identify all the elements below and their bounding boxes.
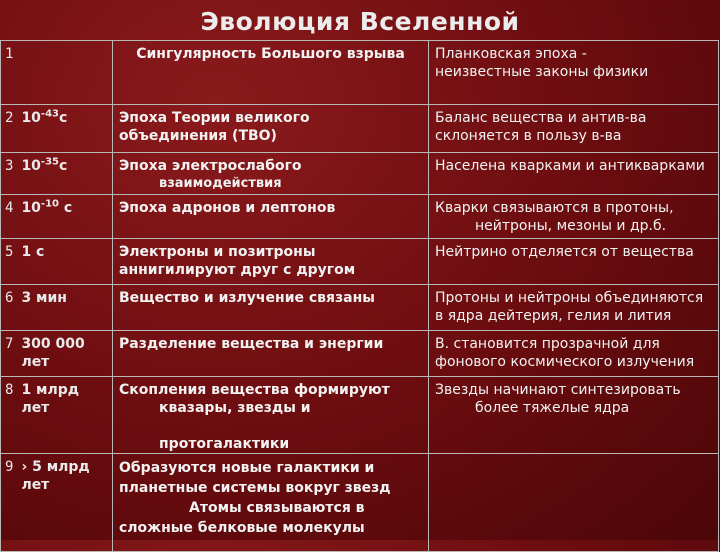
- row-number: 6: [5, 290, 14, 306]
- table-row: [1, 377, 719, 454]
- table-row: [1, 239, 719, 285]
- row-number: 4: [5, 200, 14, 216]
- description-line: Звезды начинают синтезировать: [435, 382, 681, 398]
- row-number: 2: [5, 110, 14, 126]
- table-row: [1, 195, 719, 239]
- epoch-line: Эпоха Теории великого: [119, 110, 310, 126]
- epoch-cell: [113, 331, 429, 377]
- time-value: 1 млрд лет: [21, 382, 80, 416]
- description-cell: [429, 331, 719, 377]
- row-number: 7: [5, 336, 14, 352]
- page-title: Эволюция Вселенной: [200, 7, 520, 36]
- row-number-cell: [1, 454, 113, 552]
- description-cell: [429, 41, 719, 105]
- epoch-line: взаимодействия: [159, 176, 282, 191]
- description-line: В. становится прозрачной для: [435, 336, 660, 352]
- epoch-cell: [113, 41, 429, 105]
- time-value: $10^{-10}$ с: [21, 198, 73, 216]
- evolution-table: [0, 40, 719, 552]
- description-line: Населена кварками и антикварками: [435, 158, 705, 174]
- description-cell: [429, 153, 719, 195]
- row-number: 9: [5, 459, 14, 475]
- description-line: Баланс вещества и антив-ва: [435, 110, 647, 126]
- description-cell: [429, 239, 719, 285]
- time-value: $10^{-43}с$: [21, 108, 68, 126]
- time-value: 300 000 лет: [21, 336, 85, 370]
- epoch-line: планетные системы вокруг звезд: [119, 480, 391, 496]
- description-line: Планковская эпоха -: [435, 46, 587, 62]
- epoch-line: аннигилируют друг с другом: [119, 262, 356, 278]
- row-number: 5: [5, 244, 14, 260]
- table-row: [1, 153, 719, 195]
- time-value: 3 мин: [21, 290, 67, 306]
- table-row: [1, 105, 719, 153]
- row-number-cell: [1, 377, 113, 454]
- epoch-line: Скопления вещества формируют: [119, 382, 390, 398]
- row-number-cell: [1, 41, 113, 105]
- time-value: $10^{-35}с$: [21, 156, 68, 174]
- description-cell: [429, 285, 719, 331]
- epoch-line: квазары, звезды и: [159, 400, 311, 416]
- description-cell: [429, 195, 719, 239]
- description-cell: [429, 105, 719, 153]
- row-number-cell: [1, 153, 113, 195]
- description-line: нейтроны, мезоны и др.б.: [475, 218, 667, 234]
- epoch-line: Образуются новые галактики и: [119, 460, 375, 476]
- epoch-cell: [113, 195, 429, 239]
- row-number: 3: [5, 158, 14, 174]
- epoch-cell: [113, 377, 429, 454]
- table-row: [1, 454, 719, 552]
- epoch-cell: [113, 454, 429, 552]
- row-number-cell: [1, 195, 113, 239]
- row-number-cell: [1, 285, 113, 331]
- time-value: › 5 млрд лет: [21, 459, 90, 493]
- row-number-cell: [1, 105, 113, 153]
- row-number-cell: [1, 331, 113, 377]
- description-line: склоняется в пользу в-ва: [435, 128, 622, 144]
- table-row: [1, 41, 719, 105]
- epoch-line: Эпоха электрослабого: [119, 158, 302, 174]
- epoch-line: протогалактики: [159, 436, 290, 452]
- epoch-line: Электроны и позитроны: [119, 244, 316, 260]
- description-line: Протоны и нейтроны объединяются: [435, 290, 704, 306]
- epoch-line: Атомы связываются в: [189, 500, 365, 516]
- epoch-line: объединения (ТВО): [119, 128, 277, 144]
- description-line: фонового космического излучения: [435, 354, 695, 370]
- epoch-cell: [113, 105, 429, 153]
- description-line: более тяжелые ядра: [475, 400, 630, 416]
- row-number: 8: [5, 382, 14, 398]
- row-number-cell: [1, 239, 113, 285]
- table-row: [1, 331, 719, 377]
- epoch-line: сложные белковые молекулы: [119, 520, 365, 536]
- description-line: в ядра дейтерия, гелия и лития: [435, 308, 672, 324]
- epoch-line: Сингулярность Большого взрыва: [136, 46, 405, 62]
- epoch-line: Разделение вещества и энергии: [119, 336, 384, 352]
- description-line: неизвестные законы физики: [435, 64, 649, 80]
- epoch-cell: [113, 285, 429, 331]
- row-number: 1: [5, 46, 14, 62]
- time-value: 1 с: [21, 244, 45, 260]
- epoch-cell: [113, 153, 429, 195]
- description-line: Кварки связываются в протоны,: [435, 200, 674, 216]
- description-cell: [429, 454, 719, 552]
- epoch-line: Вещество и излучение связаны: [119, 290, 375, 306]
- description-line: Нейтрино отделяется от вещества: [435, 244, 694, 260]
- epoch-line: Эпоха адронов и лептонов: [119, 200, 336, 216]
- epoch-cell: [113, 239, 429, 285]
- table-row: [1, 285, 719, 331]
- description-cell: [429, 377, 719, 454]
